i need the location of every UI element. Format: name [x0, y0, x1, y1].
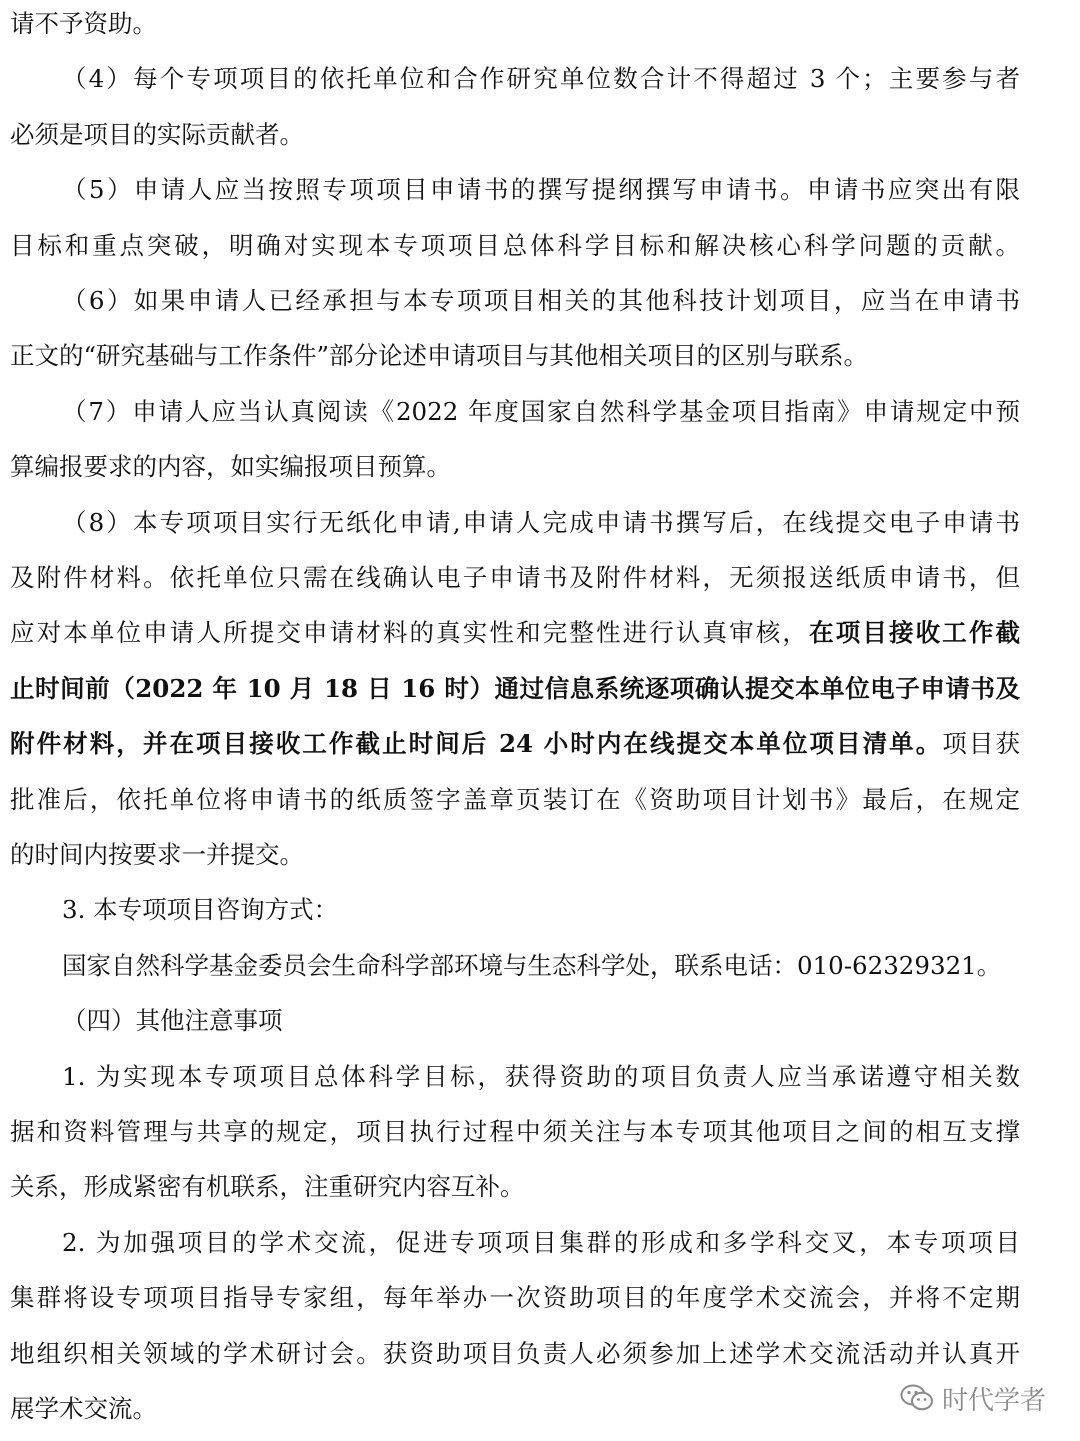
text-segment: （8）本专项项目实行无纸化申请,申请人完成申请书撰写后，在线提交电子申请书: [62, 507, 1020, 537]
text-segment: （5）申请人应当按照专项项目申请书的撰写提纲撰写申请书。申请书应突出有限: [62, 175, 1020, 205]
text-segment: （四）其他注意事项: [62, 1006, 283, 1036]
text-segment: 2. 为加强项目的学术交流，促进专项项目集群的形成和多学科交叉，本专项项目: [62, 1227, 1020, 1257]
text-line: [62, 946, 1020, 986]
text-line: [10, 447, 1020, 487]
text-segment: 展学术交流。: [10, 1394, 157, 1423]
bold-text-segment: 在项目接收工作截: [809, 618, 1020, 648]
text-line: [10, 835, 1020, 875]
text-line: [62, 59, 1020, 99]
text-segment: 批准后，依托单位将申请书的纸质签字盖章页装订在《资助项目计划书》最后，在规定: [10, 784, 1020, 814]
text-line: [10, 4, 1020, 44]
text-line: [10, 669, 1020, 709]
text-line: [10, 226, 1020, 266]
text-line: [62, 1223, 1020, 1263]
text-line: [10, 336, 1020, 376]
text-line: [62, 890, 1020, 930]
text-segment: 目标和重点突破，明确对实现本专项项目总体科学目标和解决核心科学问题的贡献。: [10, 230, 1020, 260]
watermark: [900, 1378, 1046, 1418]
text-line: [10, 724, 1020, 764]
text-line: [62, 1057, 1020, 1097]
text-segment: 国家自然科学基金委员会生命科学部环境与生态科学处，联系电话：010-62329321。: [62, 950, 1002, 980]
text-line: [10, 1278, 1020, 1318]
text-segment: 3. 本专项项目咨询方式：: [62, 895, 339, 925]
text-line: [10, 1334, 1020, 1374]
text-segment: 据和资料管理与共享的规定，项目执行过程中须关注与本专项其他项目之间的相互支撑: [10, 1117, 1020, 1146]
text-segment: 地组织相关领域的学术研讨会。获资助项目负责人必须参加上述学术交流活动并认真开: [10, 1338, 1020, 1368]
text-line: [62, 281, 1020, 321]
text-line: [62, 503, 1020, 543]
text-segment: 请不予资助。: [10, 9, 157, 38]
text-segment: 及附件材料。依托单位只需在线确认电子申请书及附件材料，无须报送纸质申请书，但: [10, 563, 1020, 592]
text-segment: 正文的“研究基础与工作条件”部分论述申请项目与其他相关项目的区别与联系。: [10, 341, 869, 371]
text-line: [10, 115, 1020, 155]
watermark-text: 时代学者: [941, 1385, 1046, 1416]
text-line: [10, 558, 1020, 598]
text-line: [10, 1389, 1020, 1429]
text-line: [10, 1167, 1020, 1207]
bold-text-segment: 附件材料，并在项目接收工作截止时间后 24 小时内在线提交本单位项目清单。: [10, 729, 943, 759]
text-segment: 必须是项目的实际贡献者。: [10, 119, 304, 149]
text-segment: 应对本单位申请人所提交申请材料的真实性和完整性进行认真审核，: [10, 618, 810, 648]
text-segment: （6）如果申请人已经承担与本专项项目相关的其他科技计划项目，应当在申请书: [62, 286, 1020, 315]
text-line: [10, 1112, 1020, 1152]
text-segment: 集群将设专项项目指导专家组，每年举办一次资助项目的年度学术交流会，并将不定期: [10, 1283, 1020, 1313]
bold-text-segment: 止时间前（2022 年 10 月 18 日 16 时）通过信息系统逐项确认提交本单位电子申请书及: [10, 673, 1020, 703]
text-line: [10, 613, 1020, 653]
text-segment: （7）申请人应当认真阅读《2022 年度国家自然科学基金项目指南》申请规定中预: [62, 396, 1020, 426]
text-line: [62, 170, 1020, 210]
text-segment: 算编报要求的内容，如实编报项目预算。: [10, 452, 451, 482]
text-line: [10, 780, 1020, 820]
text-segment: 项目获: [942, 729, 1020, 759]
text-segment: 的时间内按要求一并提交。: [10, 840, 304, 869]
text-segment: （4）每个专项项目的依托单位和合作研究单位数合计不得超过 3 个；主要参与者: [62, 64, 1020, 94]
text-line: [62, 392, 1020, 432]
text-segment: 关系，形成紧密有机联系，注重研究内容互补。: [10, 1172, 525, 1202]
text-line: [62, 1001, 1020, 1041]
wechat-icon: [900, 1383, 934, 1413]
text-segment: 1. 为实现本专项项目总体科学目标，获得资助的项目负责人应当承诺遵守相关数: [62, 1061, 1020, 1091]
